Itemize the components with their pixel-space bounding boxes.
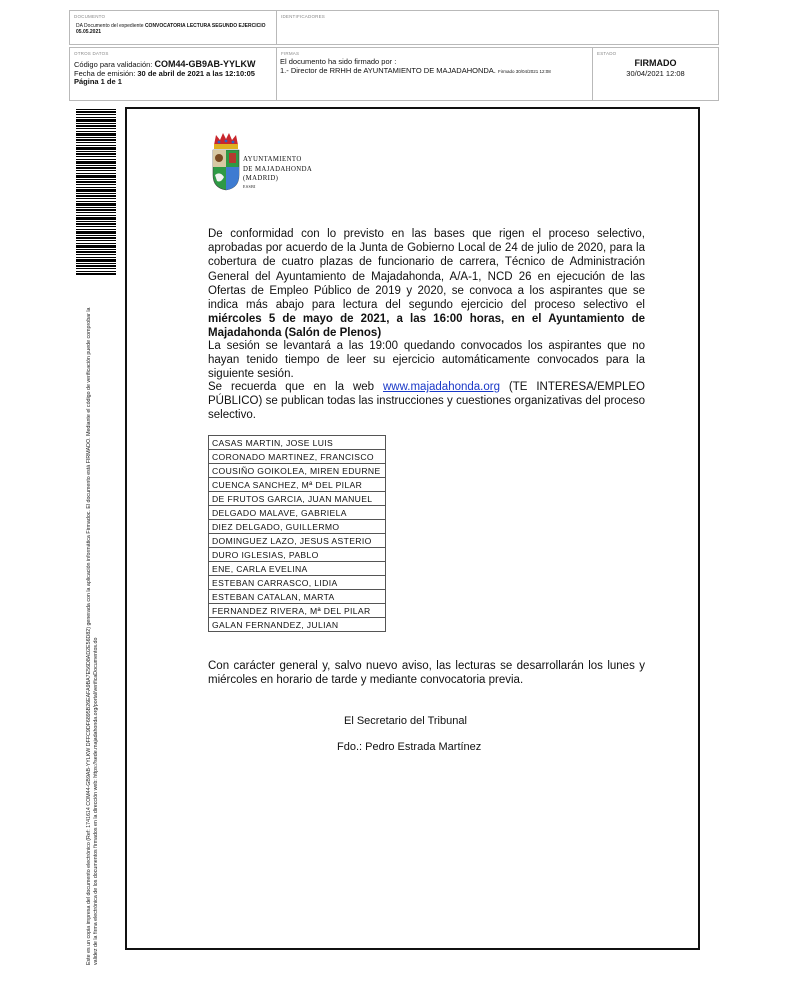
otros-datos-cell	[70, 48, 276, 100]
side-verification-text: Este es un copia impresa del documento electrónico (Ref: 1741614 COM44-GB9AB-YYLKW DFFC9DF6895B26EAFA9BA7E56D8AD2E56D82) generada con la aplicación informática Firmadoc. El documento está FIRMADO. Mediante el código de verificación puede comprobar la validez de la firma electrónica de los documentos firmados en la dirección web: https://sede.majadahonda.org/portal/verificaDocumentos.do	[86, 307, 99, 965]
table-row	[209, 604, 386, 618]
candidate-name: GALAN FERNANDEZ, JULIAN	[209, 618, 386, 632]
signature-name: Fdo.: Pedro Estrada Martínez	[337, 741, 482, 753]
header-top-box	[69, 10, 719, 45]
estado-cell	[592, 48, 718, 100]
candidate-name: ESTEBAN CARRASCO, LIDIA	[209, 576, 386, 590]
table-row	[209, 464, 386, 478]
candidate-name: CORONADO MARTINEZ, FRANCISCO	[209, 450, 386, 464]
convocation-paragraph: De conformidad con lo previsto en las bases que rigen el proceso selectivo, aprobadas por acuerdo de la Junta de Gobierno Local de 24 de julio de 2020, para la cobertura de cuatro plazas de funcionario de carrera, Técnico de Administración General del Ayuntamiento de Majadahonda, A/A-1, NCD 26 en ejecución de las Ofertas de Empleo Público de 2019 y 2020, se convoca a los aspirantes que se indica más abajo para lectura del segundo ejercicio del proceso selectivo el miércoles 5 de mayo de 2021, a las 16:00 horas, en el Ayuntamiento de Majadahonda (Salón de Plenos)	[208, 228, 645, 340]
page-number: Página 1 de 1	[74, 77, 122, 87]
validation-code: Código para validación: COM44-GB9AB-YYLKW	[74, 59, 256, 69]
estado-date: 30/04/2021 12:08	[626, 69, 685, 78]
identificadores-label: IDENTIFICADORES	[281, 14, 326, 19]
website-paragraph: Se recuerda que en la web www.majadahonda.org (TE INTERESA/EMPLEO PÚBLICO) se publican todas las instrucciones y cuestiones organizativas del proceso selectivo.	[208, 381, 645, 422]
table-row	[209, 548, 386, 562]
signed-line: El documento ha sido firmado por :	[280, 57, 397, 66]
table-row	[209, 506, 386, 520]
candidate-name: DELGADO MALAVE, GABRIELA	[209, 506, 386, 520]
candidates-table	[208, 435, 386, 632]
table-row	[209, 492, 386, 506]
table-row	[209, 590, 386, 604]
candidate-name: CASAS MARTIN, JOSE LUIS	[209, 436, 386, 450]
general-schedule-paragraph: Con carácter general y, salvo nuevo aviso, las lecturas se desarrollarán los lunes y miércoles en horario de tarde y mediante convocatoria previa.	[208, 660, 645, 687]
candidate-name: FERNANDEZ RIVERA, Mª DEL PILAR	[209, 604, 386, 618]
candidate-name: ENE, CARLA EVELINA	[209, 562, 386, 576]
firmas-cell	[276, 48, 592, 100]
identificadores-cell	[276, 11, 718, 44]
coat-of-arms-icon	[210, 131, 242, 191]
table-row	[209, 478, 386, 492]
table-row	[209, 618, 386, 632]
firmas-label: FIRMAS	[281, 51, 300, 56]
session-paragraph: La sesión se levantará a las 19:00 quedando convocados los aspirantes que no hayan tenido tiempo de leer su ejercicio automáticamente convocados para la siguiente sesión.	[208, 340, 645, 381]
table-row	[209, 534, 386, 548]
organization-name: AYUNTAMIENTO DE MAJADAHONDA (MADRID) ESSBI	[243, 156, 313, 189]
header-bottom-box	[69, 47, 719, 101]
candidate-name: DOMINGUEZ LAZO, JESUS ASTERIO	[209, 534, 386, 548]
documento-title: DA Documento del expediente CONVOCATORIA LECTURA SEGUNDO EJERCICIO 05.05.2021	[76, 23, 266, 35]
table-row	[209, 562, 386, 576]
estado-value: FIRMADO	[634, 58, 677, 68]
table-row	[209, 436, 386, 450]
signature-role: El Secretario del Tribunal	[344, 715, 467, 727]
candidate-name: DURO IGLESIAS, PABLO	[209, 548, 386, 562]
candidate-name: CUENCA SANCHEZ, Mª DEL PILAR	[209, 478, 386, 492]
candidate-name: DE FRUTOS GARCIA, JUAN MANUEL	[209, 492, 386, 506]
documento-cell	[70, 11, 276, 44]
table-row	[209, 520, 386, 534]
emission-date: Fecha de emisión: 30 de abril de 2021 a las 12:10:05	[74, 68, 255, 78]
documento-label: DOCUMENTO	[74, 14, 106, 19]
majadahonda-link[interactable]: www.majadahonda.org	[383, 381, 500, 393]
estado-label: ESTADO	[597, 51, 617, 56]
barcode	[76, 109, 116, 275]
candidate-name: ESTEBAN CATALAN, MARTA	[209, 590, 386, 604]
candidate-name: COUSIÑO GOIKOLEA, MIREN EDURNE	[209, 464, 386, 478]
table-row	[209, 576, 386, 590]
table-row	[209, 450, 386, 464]
signer-line: 1.- Director de RRHH de AYUNTAMIENTO DE MAJADAHONDA. Firmado 30/04/2021 12:08	[280, 65, 551, 75]
candidate-name: DIEZ DELGADO, GUILLERMO	[209, 520, 386, 534]
otros-datos-label: OTROS DATOS	[74, 51, 109, 56]
